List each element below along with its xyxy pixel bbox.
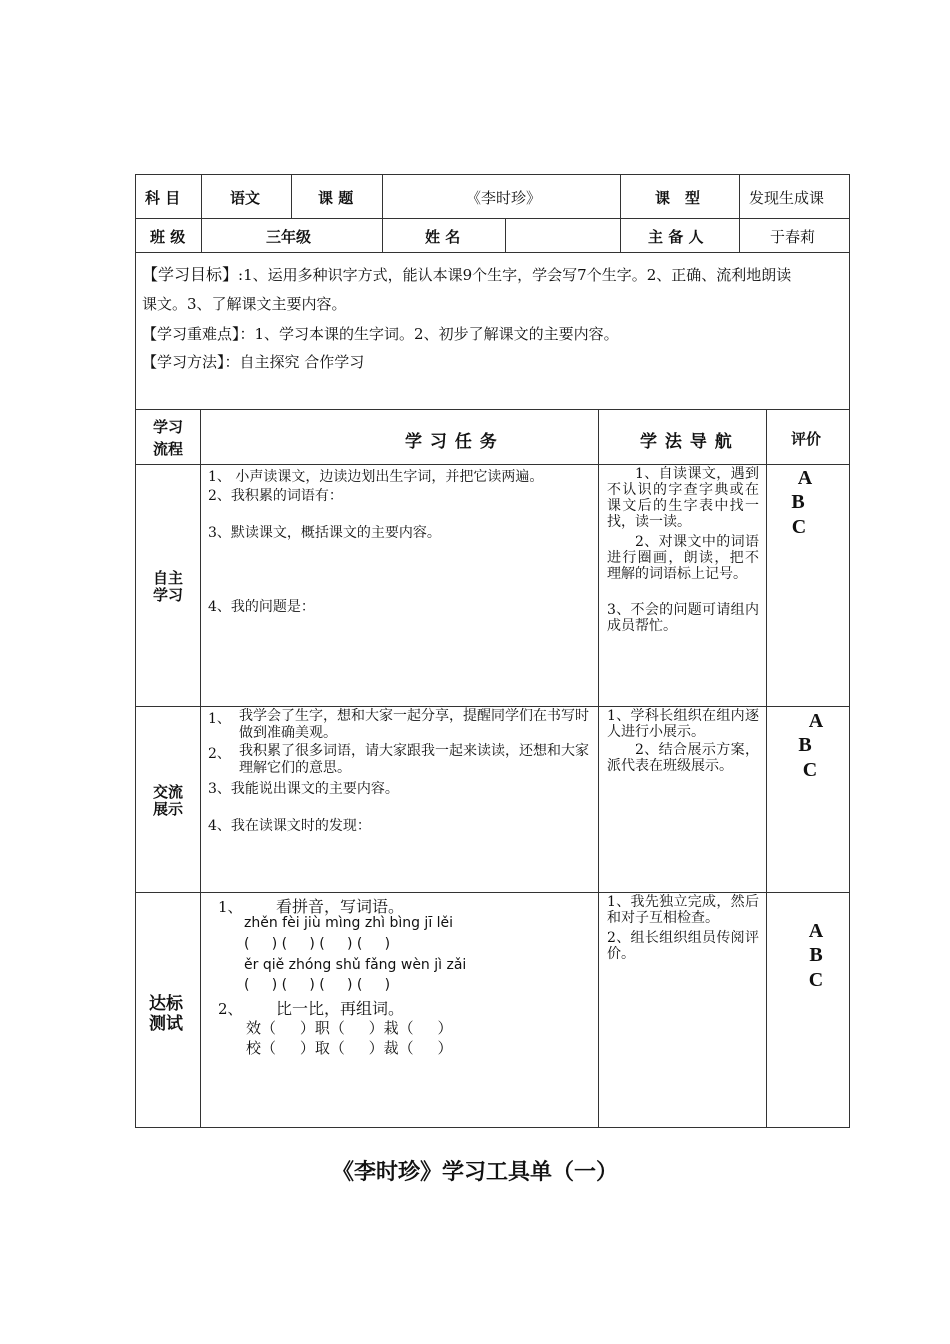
topic-label: 课 题	[318, 189, 354, 207]
type-label: 课 型	[655, 189, 701, 207]
test-pinyin-1: zhěn fèi jiù mìng zhì bìng jī lěi	[244, 915, 454, 931]
self-grade-c[interactable]: C	[791, 516, 807, 538]
key-line	[142, 323, 619, 344]
preparer-value: 于春莉	[770, 228, 816, 246]
test-q1-text: 看拼音，写词语。	[276, 897, 405, 916]
exchange-guide-2: 2、结合展示方案，派代表在班级展示。	[607, 742, 759, 774]
class-value: 三年级	[266, 228, 312, 246]
test-grade-b[interactable]: B	[809, 944, 823, 966]
objective-label: 【学习目标】	[142, 265, 239, 284]
preparer-label: 主 备 人	[648, 228, 704, 246]
subject-label: 科 目	[145, 189, 181, 207]
method-line	[142, 351, 364, 372]
test-grade-a[interactable]: A	[808, 920, 824, 942]
exchange-grade-b[interactable]: B	[798, 734, 812, 756]
method-label: 【学习方法】	[142, 353, 225, 371]
footer-title: 《李时珍》学习工具单（一）	[331, 1160, 618, 1185]
col-eval: 评价	[791, 430, 822, 448]
self-task-1: 1、 小声读课文，边读边划出生字词，并把它读两遍。	[208, 469, 544, 485]
row-label-test: 达标测试	[149, 994, 183, 1034]
test-blanks-2[interactable]: ( ) ( ) ( ) ( )	[244, 977, 391, 993]
self-task-3: 3、默读课文，概括课文的主要内容。	[208, 525, 441, 541]
method-text: ：自主探究 合作学习	[224, 353, 365, 371]
test-grade-c[interactable]: C	[808, 969, 824, 991]
self-grade-b[interactable]: B	[791, 491, 805, 513]
self-task-4: 4、我的问题是：	[208, 599, 315, 615]
col-guide: 学 法 导 航	[640, 432, 733, 452]
exchange-task-4: 4、我在读课文时的发现：	[208, 818, 371, 834]
test-q2-num: 2、	[218, 1000, 243, 1018]
col-process: 学习流程	[152, 418, 183, 458]
objective-line-1	[142, 262, 791, 285]
test-q1-num: 1、	[218, 898, 243, 916]
exchange-task-3: 3、我能说出课文的主要内容。	[208, 781, 399, 797]
test-blanks-1[interactable]: ( ) ( ) ( ) ( )	[244, 936, 391, 952]
test-guide-1: 1、我先独立完成，然后和对子互相检查。	[607, 894, 759, 926]
self-task-2: 2、我积累的词语有：	[208, 488, 343, 504]
col-task: 学 习 任 务	[405, 432, 498, 452]
subject-value: 语文	[230, 189, 261, 207]
row-label-self-study: 自主学习	[152, 569, 183, 604]
self-guide-3: 3、不会的问题可请组内成员帮忙。	[607, 602, 759, 634]
self-guide-1: 1、自读课文，遇到不认识的字查字典或在课文后的生字表中找一找，读一读。	[607, 466, 759, 530]
exchange-grade-c[interactable]: C	[802, 759, 818, 781]
key-text: ：1、学习本课的生字词。2、初步了解课文的主要内容。	[239, 325, 619, 343]
exchange-num-2: 2、	[208, 746, 231, 762]
test-pinyin-2: ěr qiě zhóng shǔ fǎng wèn jì zǎi	[244, 957, 467, 973]
name-label: 姓 名	[425, 228, 461, 246]
exchange-task-1: 我学会了生字，想和大家一起分享，提醒同学们在书写时做到准确美观。	[239, 708, 589, 741]
exchange-grade-a[interactable]: A	[808, 710, 824, 732]
objective-text-2: 课文。3、了解课文主要内容。	[142, 295, 347, 313]
test-compare-2[interactable]: 校（ ）取（ ）裁（ ）	[246, 1039, 453, 1057]
objective-text-1: :1、运用多种识字方式，能认本课9个生字，学会写7个生字。2、正确、流利地朗读	[238, 266, 792, 284]
test-compare-1[interactable]: 效（ ）职（ ）栽（ ）	[246, 1019, 453, 1037]
type-value: 发现生成课	[749, 189, 825, 207]
test-guide-2: 2、组长组织组员传阅评价。	[607, 930, 759, 962]
exchange-task-2: 我积累了很多词语，请大家跟我一起来读读，还想和大家理解它们的意思。	[239, 743, 589, 776]
test-q2-text: 比一比，再组词。	[276, 999, 405, 1018]
self-guide-2: 2、对课文中的词语进行圈画，朗读，把不理解的词语标上记号。	[607, 534, 759, 582]
class-label: 班 级	[150, 228, 186, 246]
row-label-exchange: 交流展示	[152, 783, 183, 818]
topic-value: 《李时珍》	[466, 189, 542, 207]
exchange-num-1: 1、	[208, 711, 231, 727]
self-grade-a[interactable]: A	[797, 467, 813, 489]
exchange-guide-1: 1、学科长组织在组内逐人进行小展示。	[607, 708, 759, 740]
key-label: 【学习重难点】	[142, 325, 240, 343]
